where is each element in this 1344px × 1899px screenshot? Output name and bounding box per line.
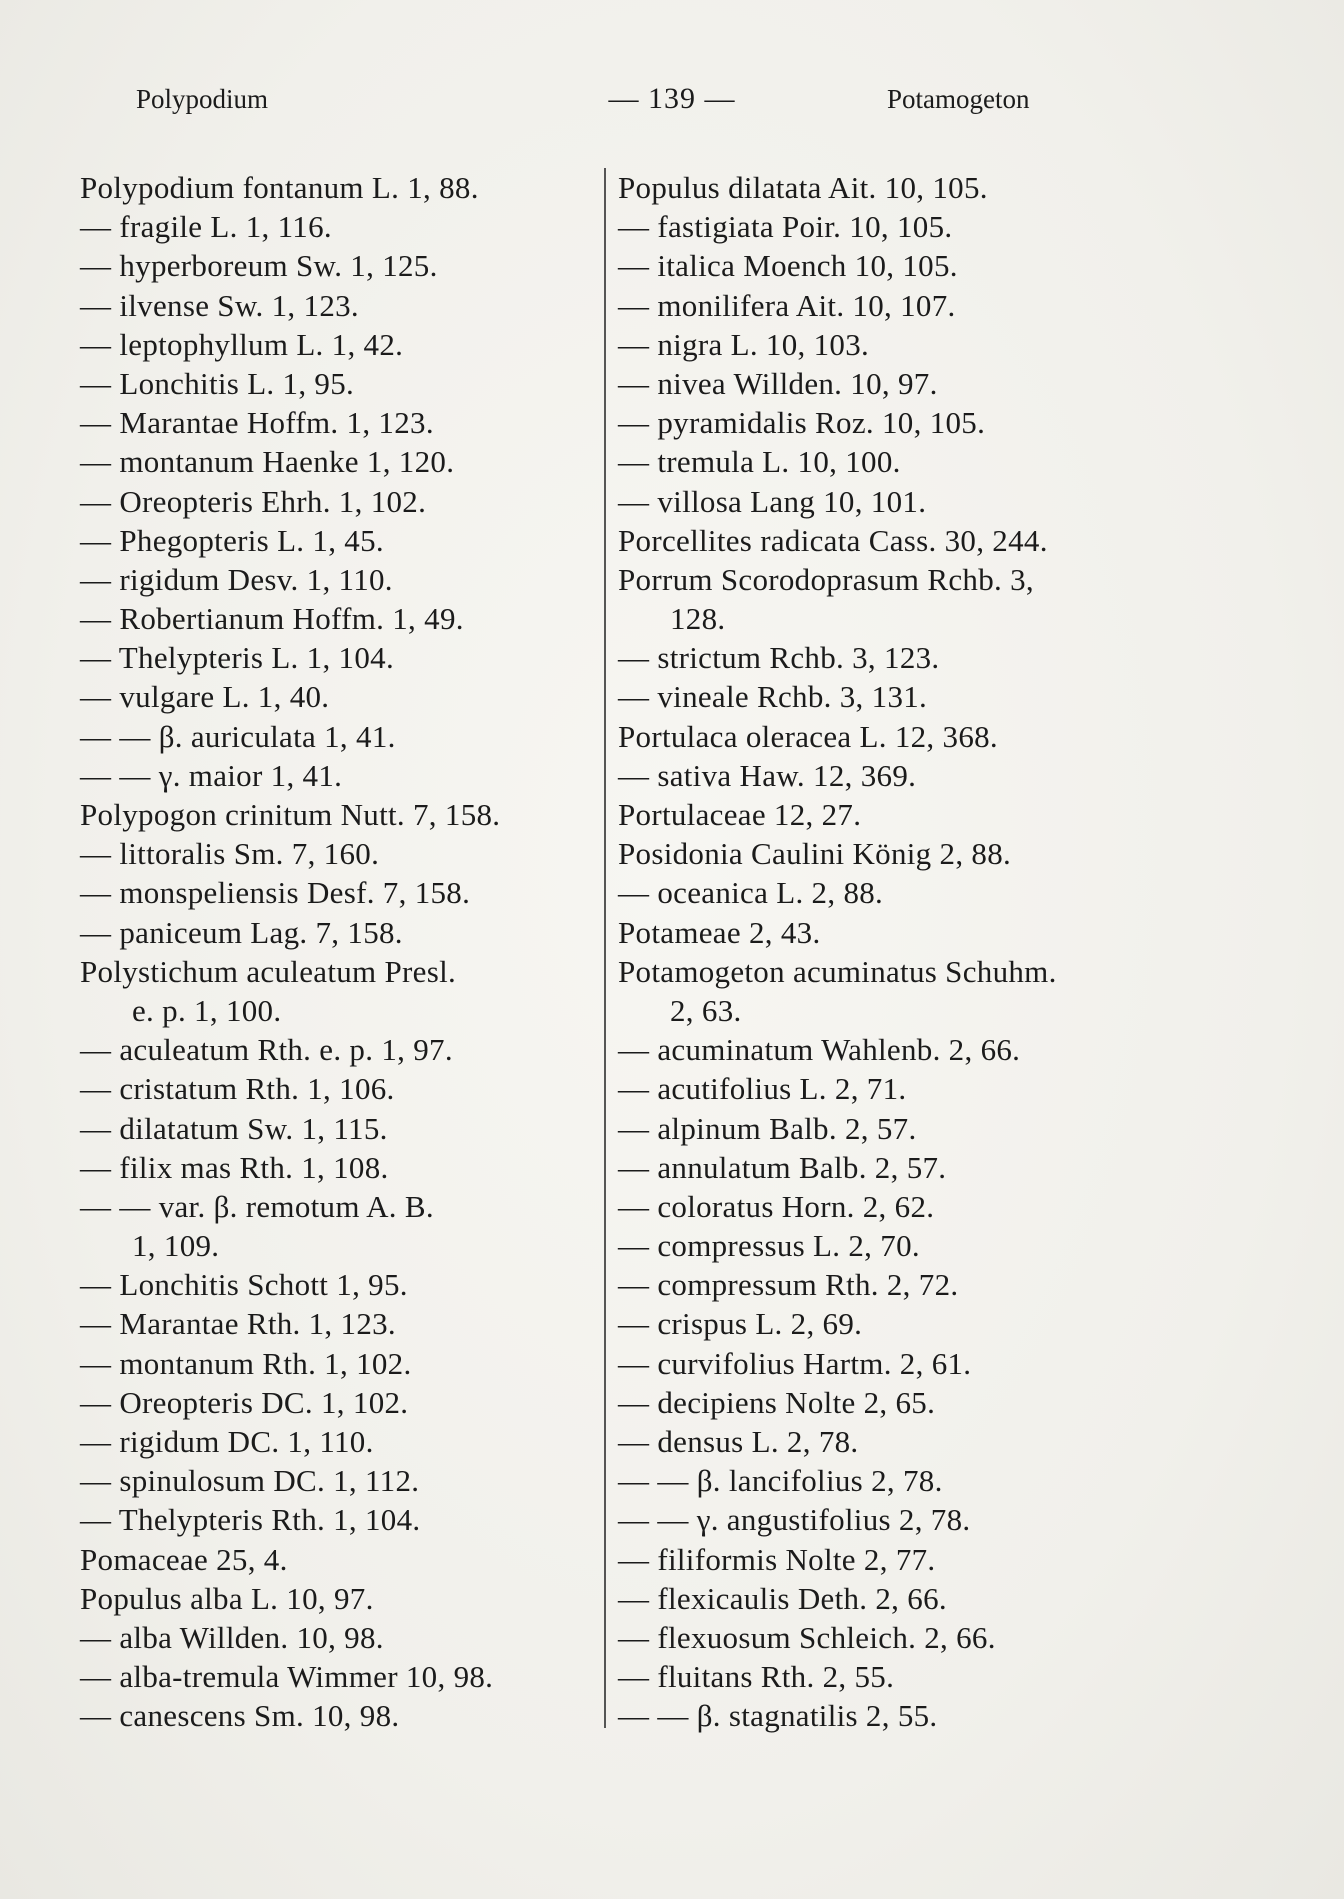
index-entry-continuation: 1, 109. (132, 1228, 220, 1264)
index-entry: — Marantae Hoffm. 1, 123. (80, 405, 434, 441)
index-entry: — rigidum Desv. 1, 110. (80, 561, 393, 597)
index-entry: — aculeatum Rth. e. p. 1, 97. (80, 1032, 453, 1068)
index-entry: Polystichum aculeatum Presl. (80, 953, 457, 989)
index-entry: Porcellites radicata Cass. 30, 244. (618, 522, 1048, 558)
index-entry: — strictum Rchb. 3, 123. (618, 640, 940, 676)
index-entry: — compressum Rth. 2, 72. (618, 1267, 959, 1303)
index-entry: — flexicaulis Deth. 2, 66. (618, 1580, 947, 1616)
index-entry: — pyramidalis Roz. 10, 105. (618, 405, 986, 441)
index-entry: — fastigiata Poir. 10, 105. (618, 209, 953, 245)
index-entry: — montanum Haenke 1, 120. (80, 444, 455, 480)
index-entry: — nigra L. 10, 103. (618, 326, 870, 362)
index-entry: — Oreopteris Ehrh. 1, 102. (80, 483, 427, 519)
index-entry: — alba-tremula Wimmer 10, 98. (80, 1659, 494, 1695)
index-entry: — acuminatum Wahlenb. 2, 66. (618, 1032, 1021, 1068)
index-entry: Posidonia Caulini König 2, 88. (618, 836, 1012, 872)
index-entry: — paniceum Lag. 7, 158. (80, 914, 403, 950)
right-column (618, 168, 1178, 1736)
index-entry: — fluitans Rth. 2, 55. (618, 1659, 895, 1695)
index-entry: Polypogon crinitum Nutt. 7, 158. (80, 797, 501, 832)
index-entry: — dilatatum Sw. 1, 115. (80, 1110, 388, 1146)
index-entry: — alba Willden. 10, 98. (80, 1619, 384, 1655)
index-entry: — leptophyllum L. 1, 42. (80, 326, 404, 362)
index-entry: — Robertianum Hoffm. 1, 49. (80, 601, 464, 637)
index-entry: — compressus L. 2, 70. (618, 1228, 920, 1264)
index-entry: — decipiens Nolte 2, 65. (618, 1384, 936, 1420)
index-entry: — alpinum Balb. 2, 57. (618, 1110, 917, 1146)
index-entry: — italica Moench 10, 105. (618, 248, 958, 284)
index-entry: — — β. stagnatilis 2, 55. (618, 1698, 938, 1734)
index-entry: — ilvense Sw. 1, 123. (80, 287, 359, 323)
index-entry: — Oreopteris DC. 1, 102. (80, 1384, 409, 1420)
header-right-catchword: Potamogeton (887, 84, 1030, 114)
index-entry: — acutifolius L. 2, 71. (618, 1071, 907, 1107)
index-entry: — — γ. angustifolius 2, 78. (618, 1502, 971, 1538)
index-entry: — Marantae Rth. 1, 123. (80, 1306, 396, 1342)
index-entry: — cristatum Rth. 1, 106. (80, 1071, 395, 1107)
left-column (80, 168, 600, 1736)
index-entry: Potameae 2, 43. (618, 914, 821, 950)
index-entry: — littoralis Sm. 7, 160. (80, 836, 380, 872)
index-entry: — curvifolius Hartm. 2, 61. (618, 1345, 972, 1381)
index-entry: — — β. lancifolius 2, 78. (618, 1463, 943, 1499)
index-entry: — — β. auriculata 1, 41. (80, 718, 396, 754)
index-entry: — canescens Sm. 10, 98. (80, 1698, 400, 1734)
index-entry: Porrum Scorodoprasum Rchb. 3, (618, 561, 1034, 597)
index-entry: — rigidum DC. 1, 110. (80, 1424, 374, 1459)
index-entry: — Lonchitis L. 1, 95. (80, 365, 355, 401)
running-head (0, 84, 1344, 124)
index-entry: — coloratus Horn. 2, 62. (618, 1188, 935, 1224)
index-entry: — vineale Rchb. 3, 131. (618, 679, 928, 715)
index-entry: — filix mas Rth. 1, 108. (80, 1149, 389, 1185)
index-entry: Populus dilatata Ait. 10, 105. (618, 170, 988, 205)
index-entry: — Phegopteris L. 1, 45. (80, 522, 384, 558)
index-entry: — vulgare L. 1, 40. (80, 679, 330, 715)
index-entry: — nivea Willden. 10, 97. (618, 365, 938, 401)
index-entry: — oceanica L. 2, 88. (618, 875, 884, 911)
index-entry: Pomaceae 25, 4. (80, 1541, 288, 1577)
index-entry: — filiformis Nolte 2, 77. (618, 1541, 936, 1577)
index-entry: Portulaceae 12, 27. (618, 797, 862, 832)
index-entry: — annulatum Balb. 2, 57. (618, 1149, 947, 1185)
index-entry: — Lonchitis Schott 1, 95. (80, 1267, 408, 1303)
index-entry: Potamogeton acuminatus Schuhm. (618, 953, 1057, 989)
index-entry: — monilifera Ait. 10, 107. (618, 287, 956, 323)
index-entry: — crispus L. 2, 69. (618, 1306, 863, 1342)
column-divider (604, 168, 606, 1728)
index-entry: Portulaca oleracea L. 12, 368. (618, 718, 998, 754)
index-entry: — monspeliensis Desf. 7, 158. (80, 875, 471, 911)
index-entry: — fragile L. 1, 116. (80, 209, 332, 245)
index-entry: — densus L. 2, 78. (618, 1424, 859, 1459)
index-entry: — tremula L. 10, 100. (618, 444, 901, 480)
index-entry: — hyperboreum Sw. 1, 125. (80, 248, 438, 284)
index-entry: — spinulosum DC. 1, 112. (80, 1463, 420, 1499)
index-entry: — montanum Rth. 1, 102. (80, 1345, 412, 1381)
header-left-catchword: Polypodium (136, 84, 269, 114)
index-entry: — Thelypteris Rth. 1, 104. (80, 1502, 421, 1538)
index-entry: — Thelypteris L. 1, 104. (80, 640, 395, 676)
page-number: — 139 — (608, 82, 736, 115)
index-entry-continuation: e. p. 1, 100. (132, 992, 282, 1028)
index-entry-continuation: 128. (670, 601, 726, 637)
index-entry: Populus alba L. 10, 97. (80, 1580, 374, 1616)
index-entry: — — var. β. remotum A. B. (80, 1188, 434, 1224)
index-entry: — villosa Lang 10, 101. (618, 483, 927, 519)
index-entry: — sativa Haw. 12, 369. (618, 757, 917, 793)
index-entry: — flexuosum Schleich. 2, 66. (618, 1619, 996, 1655)
index-entry: Polypodium fontanum L. 1, 88. (80, 170, 479, 205)
index-entry-continuation: 2, 63. (670, 992, 742, 1028)
index-entry: — — γ. maior 1, 41. (80, 757, 343, 793)
